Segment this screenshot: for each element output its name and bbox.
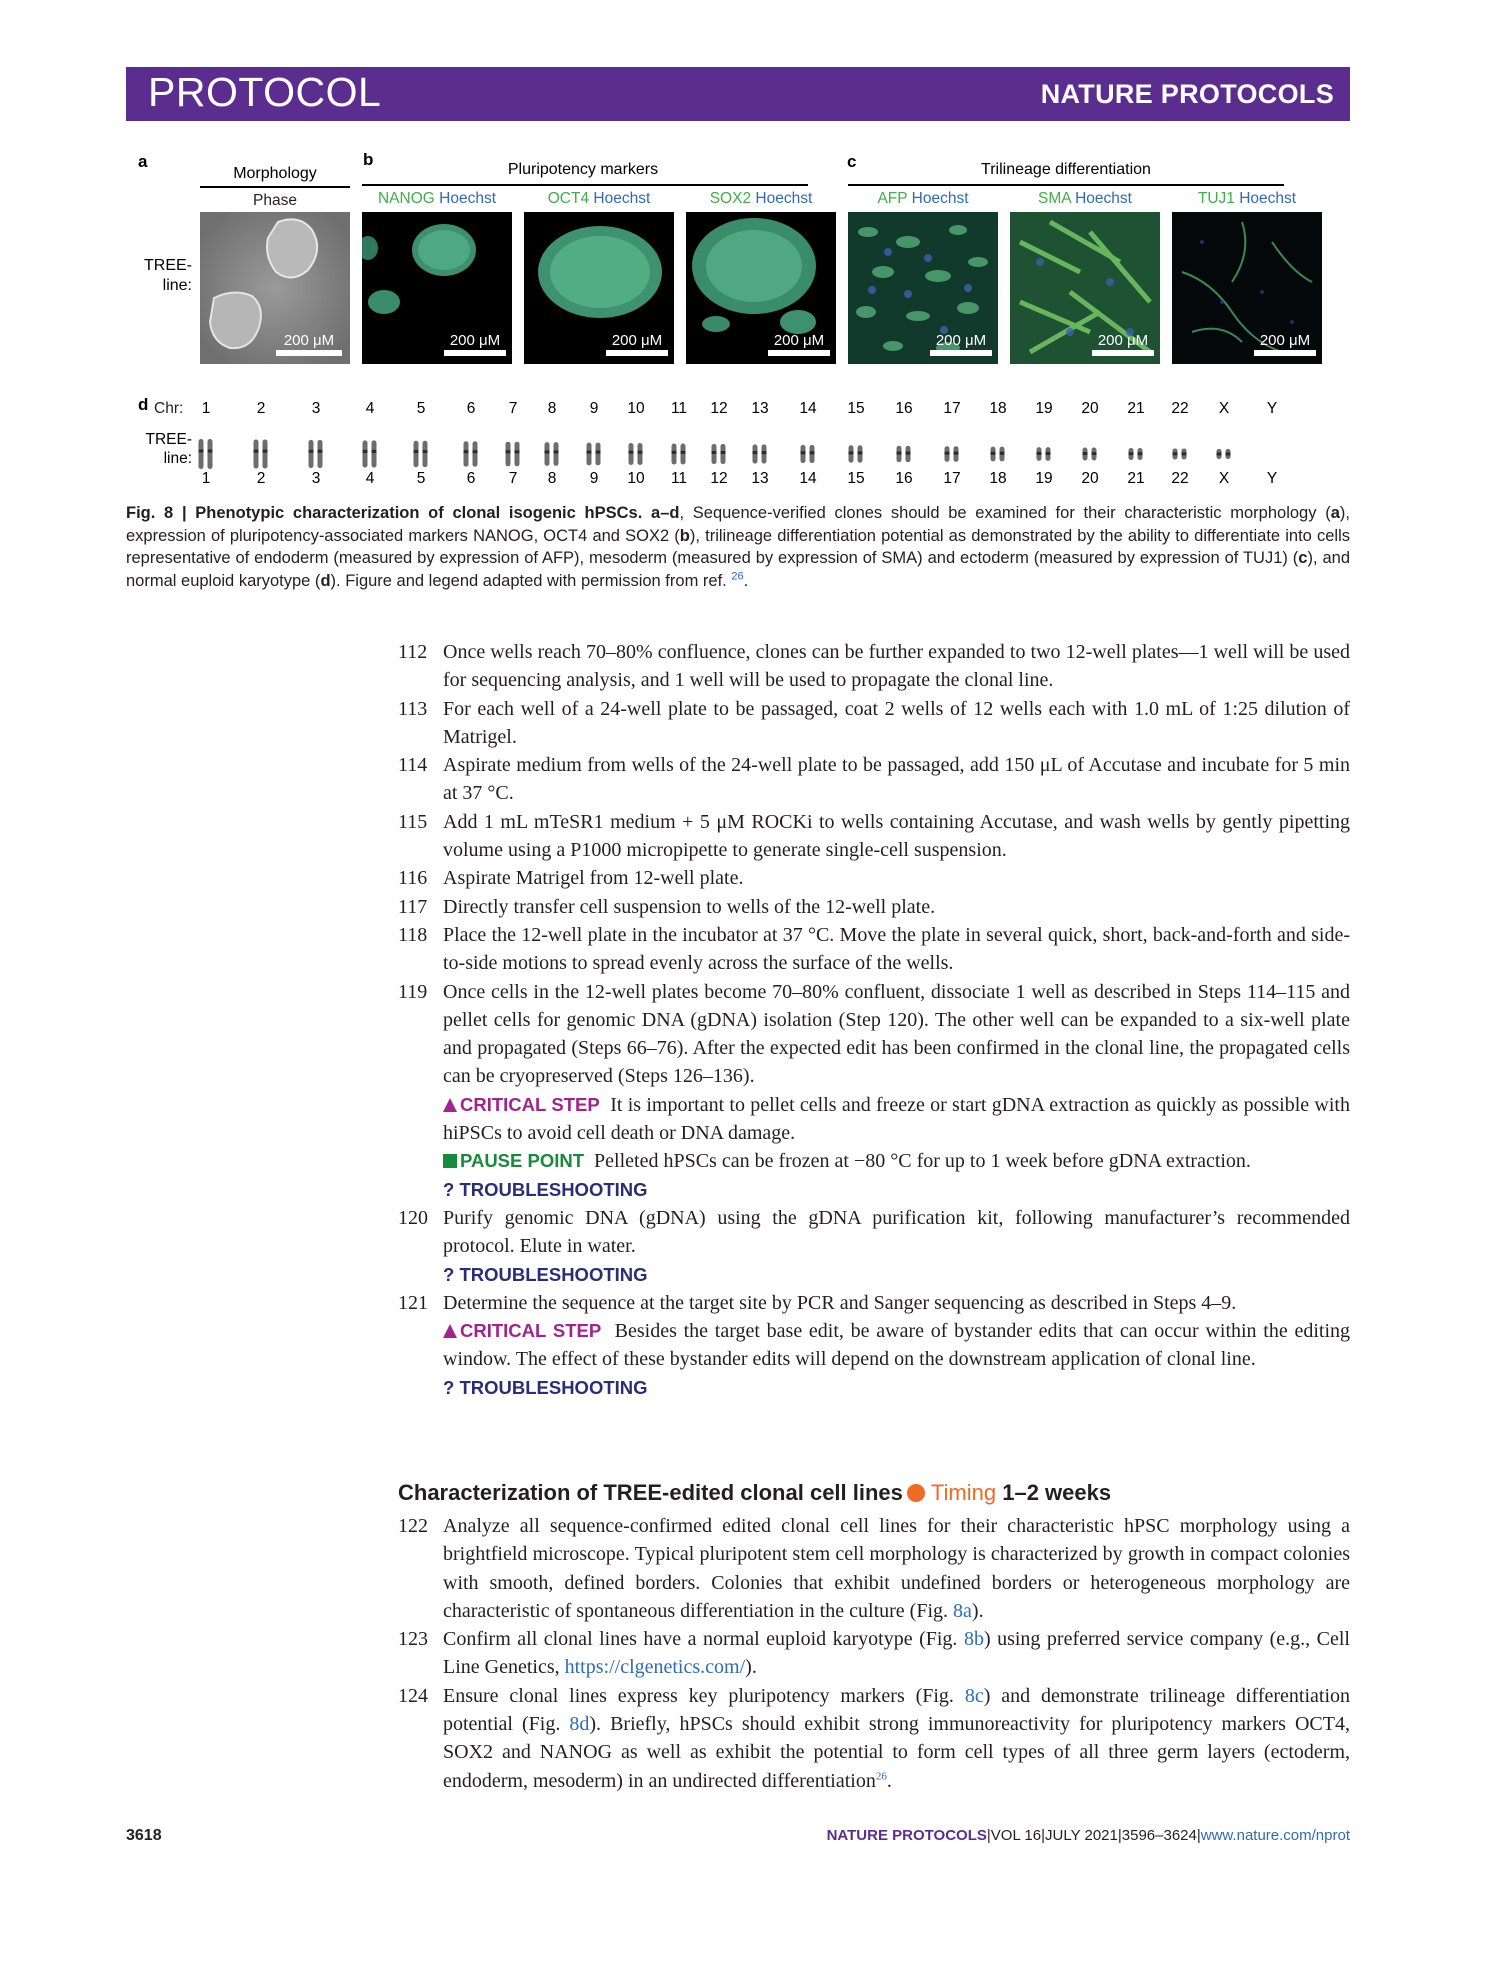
- col-label-sma: SMA Hoechst: [1038, 190, 1132, 207]
- chromosome-pair: [358, 437, 382, 471]
- chromosome-pair: [986, 437, 1010, 471]
- chr-number-top: 6: [466, 400, 476, 417]
- panel-letter-b: b: [363, 150, 374, 169]
- chromosome-pair: [304, 437, 328, 471]
- chromosome-pair: [1168, 437, 1192, 471]
- figure-caption: Fig. 8 | Phenotypic characterization of clonal isogenic hPSCs. a–d, Sequence-verified clones should be examined for their characteristic morphology (a), expression of pluripotency-associated markers NANOG, OCT4 and SOX2 (b), trilineage differentiation potential as demonstrated by the ability to differentiate into cells representative of endoderm (measured by expression of AFP), mesoderm (measured by expression of SMA) and ectoderm (measured by expression of TUJ1) (c), and normal euploid karyotype (d). Figure and legend adapted with permission from ref. $^{26}$.: [126, 504, 1350, 590]
- chromosome-pair: [540, 437, 564, 471]
- chr-number-bottom: 12: [710, 470, 728, 487]
- chromosome-pair: [667, 437, 691, 471]
- chromosome-pair: [249, 437, 273, 471]
- karyotype-row-label: TREE- line:: [145, 431, 192, 467]
- procedure-steps-characterization: [398, 1512, 1350, 1795]
- group-title-trilineage: Trilineage differentiation: [981, 161, 1151, 178]
- step-113: 113 For each well of a 24-well plate to be passaged, coat 2 wells of 12 wells each with 1.0 mL of 1:25 dilution of Matrigel.: [398, 697, 1350, 748]
- row-label-treeline: TREE- line:: [144, 257, 192, 294]
- chr-number-top: X: [1218, 400, 1230, 417]
- chromosome-pair: [1124, 437, 1148, 471]
- chr-number-bottom: 9: [589, 470, 599, 487]
- col-label-afp: AFP Hoechst: [877, 190, 969, 207]
- step-124: 124 Ensure clonal lines express key pluripotency markers (Fig. 8c) and demonstrate trilineage differentiation potential (Fig. 8d). Briefly, hPSCs should exhibit strong immunoreactivity for pluripotency markers OCT4, SOX2 and NANOG as well as exhibit the potential to form cell types of all three germ layers (ectoderm, endoderm, mesoderm) in an undirected differentiation$^{26}$.: [398, 1684, 1350, 1792]
- critical-step-label: CRITICAL STEP: [460, 1320, 602, 1342]
- journal-label: NATURE PROTOCOLS: [1040, 79, 1334, 109]
- group-rule-pluripotency: [362, 184, 808, 186]
- chr-number-bottom: Y: [1266, 470, 1278, 487]
- chromosome-pair: [501, 437, 525, 471]
- section-heading: Characterization of TREE-edited clonal cell lines Timing 1–2 weeks: [398, 1480, 1112, 1505]
- chr-number-top: 19: [1035, 400, 1053, 417]
- critical-step-label: CRITICAL STEP: [460, 1093, 600, 1115]
- chr-number-bottom: 10: [627, 470, 645, 487]
- chr-number-top: 14: [799, 400, 817, 417]
- chromosome-pair: [582, 437, 606, 471]
- step-114: 114 Aspirate medium from wells of the 24-well plate to be passaged, add 150 μL of Accutase and incubate for 5 min at 37 °C.: [398, 754, 1350, 805]
- chromosome-pair: [459, 437, 483, 471]
- group-rule-trilineage: [848, 184, 1284, 186]
- chr-number-bottom: 3: [311, 470, 321, 487]
- step-119: 119 Once cells in the 12-well plates become 70–80% confluent, dissociate 1 well as described in Steps 114–115 and pellet cells for genomic DNA (gDNA) isolation (Step 120). The other well can be expanded to a six-well plate and propagated (Steps 66–76). After the expected edit has been confirmed in the clonal line, the propagated cells can be cryopreserved (Steps 126–136). CRITICAL STEP It is important to pellet cells and freeze or start gDNA extraction as quickly as possible with hiPSCs to avoid cell death or DNA damage. PAUSE POINT Pelleted hPSCs can be frozen at −80 °C for up to 1 week before gDNA extraction. ? TROUBLESHOOTING: [398, 978, 1350, 1204]
- critical-triangle-icon: [443, 1324, 457, 1338]
- chr-number-bottom: 17: [943, 470, 961, 487]
- step-112: 112 Once wells reach 70–80% confluence, clones can be further expanded to two 12-well plates—1 well will be used for sequencing analysis, and 1 well will be used to propagate the clonal line.: [398, 641, 1350, 692]
- chr-number-bottom: 8: [547, 470, 557, 487]
- micrograph-oct4: 200 μM: [524, 212, 674, 364]
- chr-number-top: 10: [627, 400, 645, 417]
- chr-number-bottom: 21: [1127, 470, 1145, 487]
- karyotype-chr-label: Chr:: [154, 400, 184, 417]
- micrograph-nanog: 200 μM: [362, 212, 512, 364]
- chr-number-top: 1: [201, 400, 211, 417]
- group-title-morphology: Morphology: [233, 165, 317, 182]
- chromosome-pair: [892, 437, 916, 471]
- col-label-oct4: OCT4 Hoechst: [547, 190, 651, 207]
- chr-number-bottom: 1: [201, 470, 211, 487]
- troubleshooting-link[interactable]: ? TROUBLESHOOTING: [443, 1376, 648, 1398]
- chr-number-top: 16: [895, 400, 913, 417]
- chr-number-top: 4: [365, 400, 375, 417]
- panel-letter-c: c: [847, 152, 857, 171]
- procedure-steps: [398, 638, 1350, 1402]
- clgenetics-url-link[interactable]: https://clgenetics.com/: [564, 1656, 746, 1679]
- step-117: 117 Directly transfer cell suspension to wells of the 12-well plate.: [398, 895, 936, 918]
- chr-number-bottom: 2: [256, 470, 266, 487]
- chr-number-top: 13: [751, 400, 769, 417]
- section-label: PROTOCOL: [148, 69, 382, 115]
- micrograph-sma: 200 μM: [1010, 212, 1160, 364]
- chr-number-bottom: 11: [670, 470, 688, 487]
- chr-number-bottom: 20: [1081, 470, 1099, 487]
- chromosome-pair: [194, 437, 218, 471]
- step-115: 115 Add 1 mL mTeSR1 medium + 5 μM ROCKi to wells containing Accutase, and wash wells by gently pipetting volume using a P1000 micropipette to generate single-cell suspension.: [398, 810, 1350, 862]
- pause-square-icon: [443, 1154, 457, 1168]
- step-116: 116 Aspirate Matrigel from 12-well plate.: [398, 867, 744, 890]
- fig-ref-link[interactable]: 8b: [963, 1628, 984, 1651]
- troubleshooting-link[interactable]: ? TROUBLESHOOTING: [443, 1263, 648, 1285]
- step-122: 122 Analyze all sequence-confirmed edited clonal cell lines for their characteristic hPSC morphology using a brightfield microscope. Typical pluripotent stem cell morphology is characterized by growth in compact colonies with smooth, defined borders. Colonies that exhibit undefined borders or heterogeneous morphology are characteristic of spontaneous differentiation in the culture (Fig. 8a).: [398, 1515, 1350, 1622]
- fig-ref-link[interactable]: 8a: [953, 1599, 972, 1622]
- chr-number-bottom: 19: [1035, 470, 1053, 487]
- chr-number-top: 2: [256, 400, 266, 417]
- chr-number-bottom: 18: [989, 470, 1007, 487]
- micrograph-tuj1: 200 μM: [1172, 212, 1322, 364]
- troubleshooting-link[interactable]: ? TROUBLESHOOTING: [443, 1178, 648, 1200]
- group-rule-morphology: [200, 186, 350, 188]
- chr-number-top: 17: [943, 400, 961, 417]
- chromosome-pair: [844, 437, 868, 471]
- fig-ref-link[interactable]: 8d: [569, 1713, 590, 1736]
- chr-number-top: 9: [589, 400, 599, 417]
- step-121: 121 Determine the sequence at the target site by PCR and Sanger sequencing as described in Steps 4–9. CRITICAL STEP Besides the target base edit, be aware of bystander edits that can occur within the editing window. The effect of these bystander edits will depend on the downstream application of clonal line. ? TROUBLESHOOTING: [398, 1289, 1350, 1402]
- chr-number-bottom: 6: [466, 470, 476, 487]
- chr-number-top: 12: [710, 400, 728, 417]
- chr-number-top: 8: [547, 400, 557, 417]
- step-123: 123 Confirm all clonal lines have a normal euploid karyotype (Fig. 8b) using preferred service company (e.g., Cell Line Genetics, https://clgenetics.com/).: [398, 1628, 1350, 1679]
- step-120: 120 Purify genomic DNA (gDNA) using the gDNA purification kit, following manufacturer’s recommended protocol. Elute in water. ? TROUBLESHOOTING: [398, 1204, 1350, 1289]
- caption-ref: 26: [731, 570, 744, 582]
- chromosome-pair: [409, 437, 433, 471]
- chr-number-bottom: 15: [847, 470, 865, 487]
- journal-url-link[interactable]: www.nature.com/nprot: [1200, 1827, 1350, 1844]
- footer-citation: NATURE PROTOCOLS|VOL 16|JULY 2021|3596–3624|www.nature.com/nprot: [826, 1827, 1350, 1844]
- chr-number-bottom: 14: [799, 470, 817, 487]
- micrograph-phase: [200, 212, 350, 364]
- chr-number-bottom: X: [1218, 470, 1230, 487]
- fig-ref-link[interactable]: 8c: [964, 1684, 984, 1707]
- chromosome-pair: [796, 437, 820, 471]
- panel-letter-d: d: [138, 395, 149, 414]
- chromosome-pair: [1032, 437, 1056, 471]
- chromosome-pair: [748, 437, 772, 471]
- col-label-sox2: SOX2 Hoechst: [709, 190, 813, 207]
- col-label-tuj1: TUJ1 Hoechst: [1197, 190, 1297, 207]
- page-number: 3618: [126, 1827, 162, 1844]
- step-118: 118 Place the 12-well plate in the incubator at 37 °C. Move the plate in several quick, short, back-and-forth and side-to-side motions to spread evenly across the surface of the wells.: [398, 923, 1350, 975]
- chr-number-bottom: 22: [1171, 470, 1189, 487]
- chr-number-bottom: 4: [365, 470, 375, 487]
- chr-number-top: 22: [1171, 400, 1189, 417]
- chromosome-pair: [940, 437, 964, 471]
- chr-number-bottom: 16: [895, 470, 913, 487]
- figure-8: [126, 150, 1350, 495]
- page-header: [126, 67, 1350, 121]
- micrograph-sox2: 200 μM: [686, 212, 836, 364]
- chr-number-bottom: 13: [751, 470, 769, 487]
- chr-number-top: 11: [670, 400, 688, 417]
- col-label-phase: Phase: [253, 192, 297, 209]
- chr-number-top: 5: [416, 400, 426, 417]
- critical-triangle-icon: [443, 1098, 457, 1112]
- chromosome-pair: [624, 437, 648, 471]
- pause-point-label: PAUSE POINT: [460, 1150, 585, 1172]
- scale-bar-label: 200 μM: [283, 332, 335, 349]
- chr-number-top: 7: [508, 400, 518, 417]
- group-title-pluripotency: Pluripotency markers: [507, 161, 659, 178]
- citation-ref: 26: [875, 1770, 887, 1783]
- chr-number-bottom: 7: [508, 470, 518, 487]
- chr-number-top: 3: [311, 400, 321, 417]
- chr-number-top: 15: [847, 400, 865, 417]
- col-label-nanog: NANOG Hoechst: [377, 190, 497, 207]
- chr-number-top: 21: [1127, 400, 1145, 417]
- panel-letter-a: a: [138, 152, 148, 171]
- micrograph-afp: 200 μM: [848, 212, 998, 364]
- chr-number-top: Y: [1266, 400, 1278, 417]
- chromosome-pair: [707, 437, 731, 471]
- chr-number-top: 20: [1081, 400, 1099, 417]
- chromosome-pair: [1212, 437, 1236, 471]
- chr-number-top: 18: [989, 400, 1007, 417]
- chromosome-pair: [1078, 437, 1102, 471]
- chr-number-bottom: 5: [416, 470, 426, 487]
- timing-dot-icon: [907, 1484, 925, 1502]
